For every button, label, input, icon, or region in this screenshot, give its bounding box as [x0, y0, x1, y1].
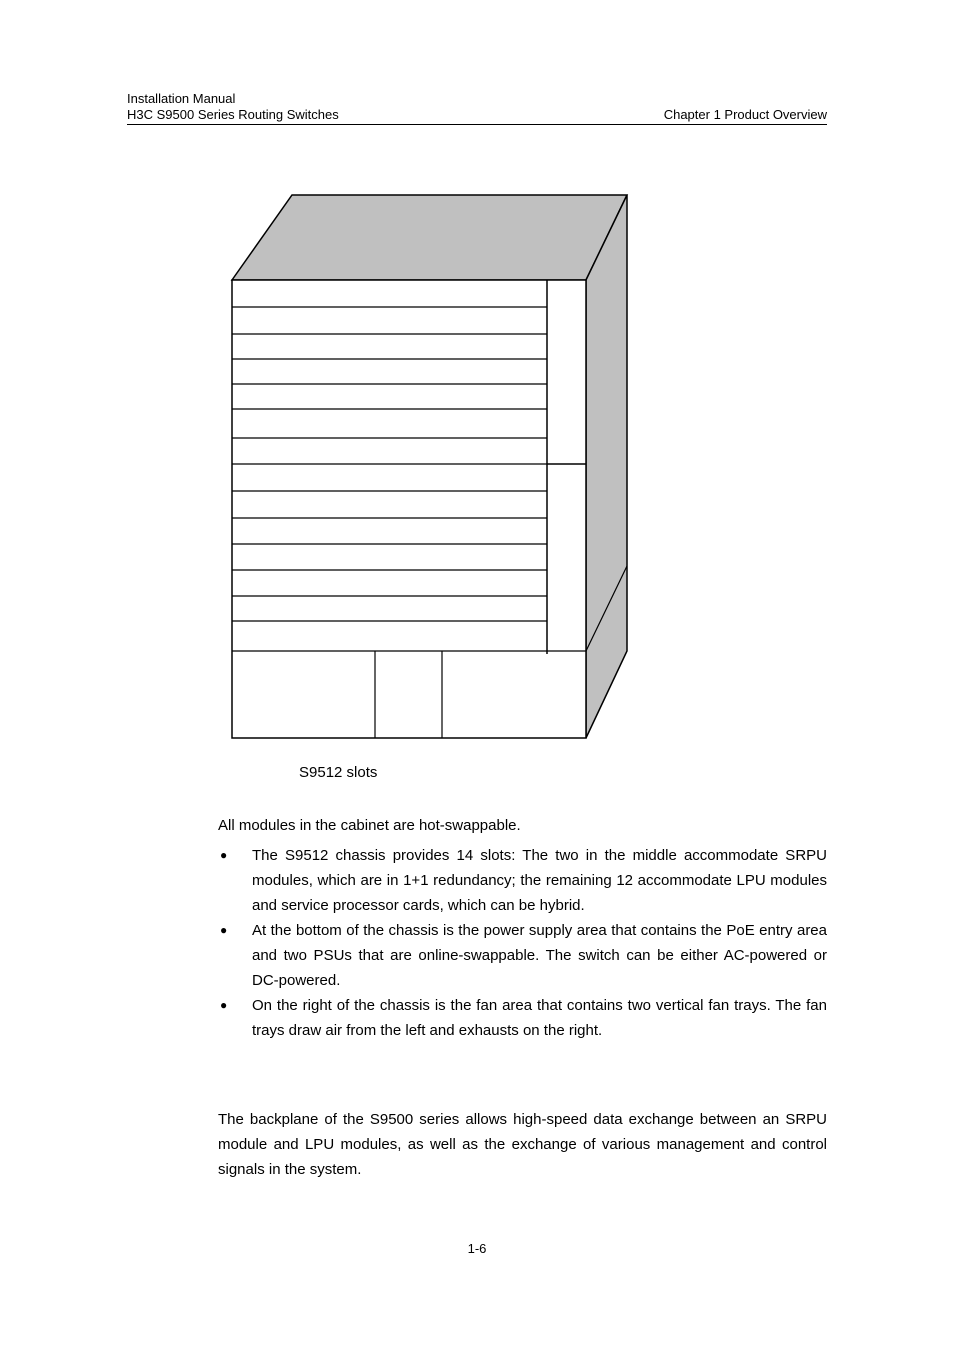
header-manual-title: Installation Manual [127, 91, 236, 106]
bullet-text: At the bottom of the chassis is the power supply area that contains the PoE entry area and two PSUs that are online-swappable. The switch can be either AC-powered or DC-powered. [252, 922, 827, 989]
bullet-icon: ● [220, 923, 228, 937]
bullet-text: The S9512 chassis provides 14 slots: The two in the middle accommodate SRPU modules, which are in 1+1 redundancy; the remaining 12 accommodate LPU modules and service processor cards, which can be hybrid. [252, 847, 827, 914]
figure-caption: S9512 slots [299, 764, 378, 781]
header-product-name: H3C S9500 Series Routing Switches [127, 107, 339, 122]
chassis-top-face [232, 195, 627, 280]
page-number: 1-6 [467, 1241, 487, 1256]
list-item [218, 918, 827, 993]
bullet-text: On the right of the chassis is the fan area that contains two vertical fan trays. The fan trays draw air from the left and exhausts on the right. [252, 997, 827, 1039]
list-item [218, 993, 827, 1043]
header-chapter: Chapter 1 Product Overview [663, 107, 827, 122]
backplane-paragraph: The backplane of the S9500 series allows high-speed data exchange between an SRPU module and LPU modules, as well as the exchange of various management and control signals in the system. [218, 1111, 827, 1178]
chassis-front-face [232, 280, 586, 738]
bullet-list [218, 843, 827, 1043]
chassis-side-face [586, 195, 627, 738]
bullet-icon: ● [220, 848, 228, 862]
list-item [218, 843, 827, 918]
bullet-icon: ● [220, 998, 228, 1012]
intro-paragraph: All modules in the cabinet are hot-swappable. [218, 817, 521, 834]
